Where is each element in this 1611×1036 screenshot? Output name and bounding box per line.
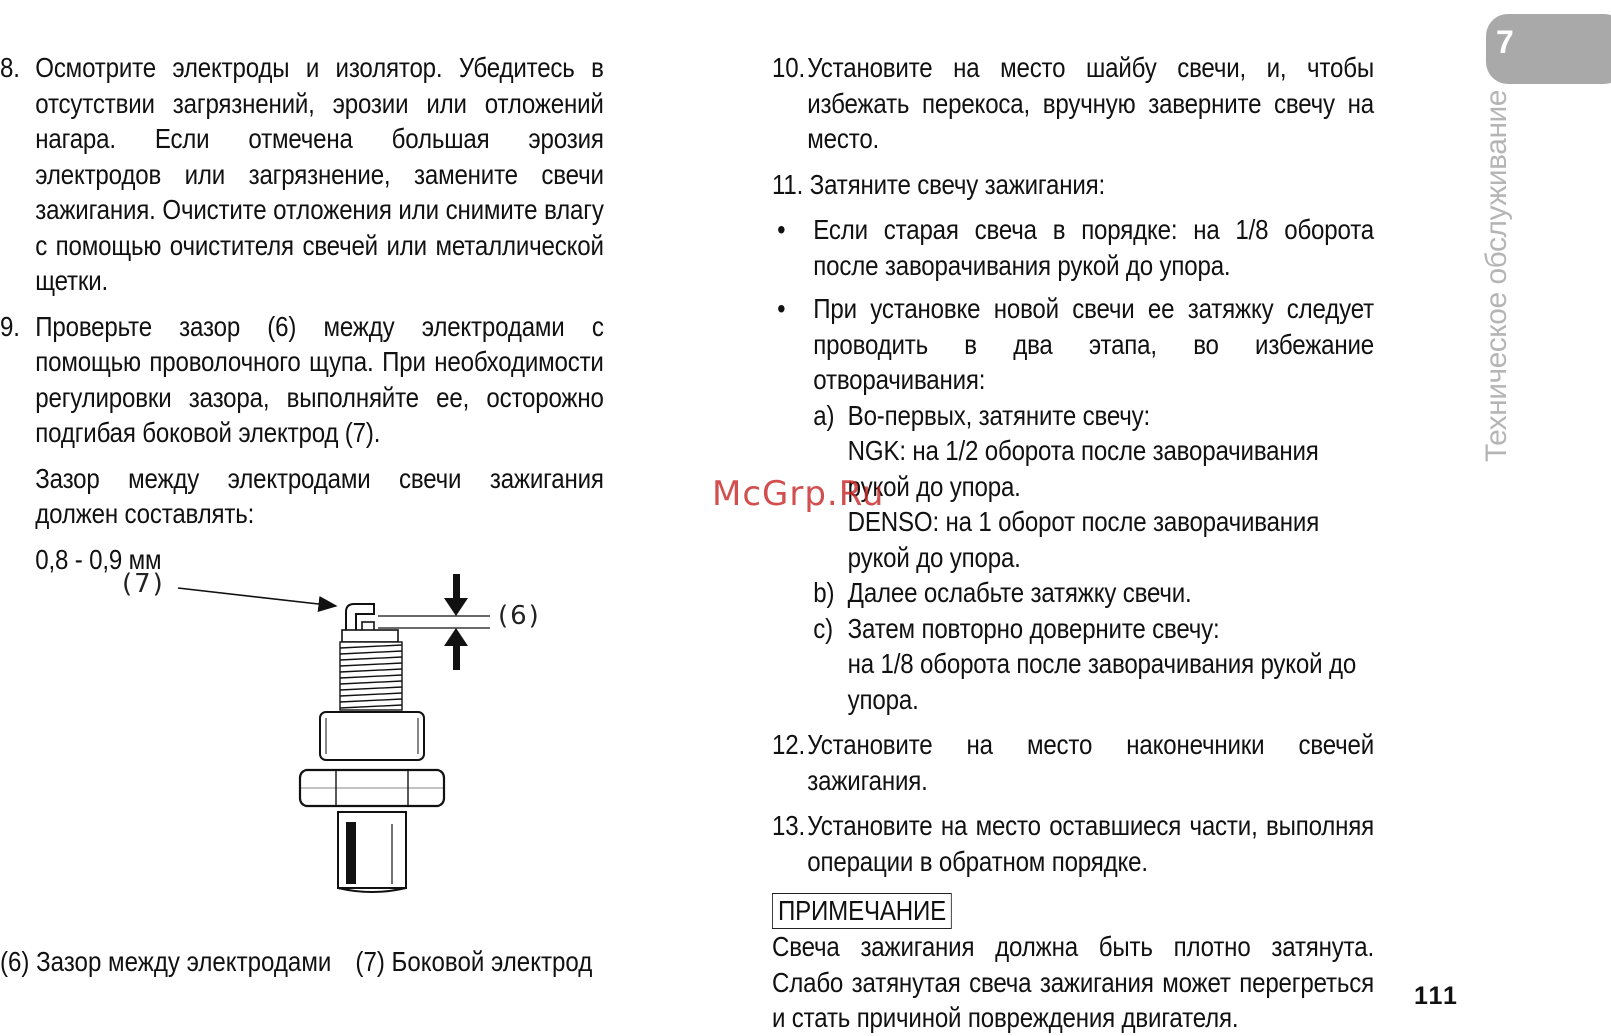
bullet-old-plug-text: Если старая свеча в порядке: на 1/8 оборота после заворачивания рукой до упора. bbox=[813, 214, 1374, 281]
substep-a-ngk: NGK: на 1/2 оборота после заворачивания рукой до упора. bbox=[847, 435, 1319, 502]
step-9-text: Проверьте зазор (6) между электродами с помощью проволочного щупа. При необходимости регулировки зазора, выполняйте ее, осторожно подгибая боковой электрод (7). bbox=[35, 310, 604, 448]
step-8-number: 8. bbox=[0, 52, 20, 83]
step-11-number: 11. bbox=[772, 168, 804, 200]
caption-gap: (6) Зазор между электродами bbox=[0, 946, 332, 977]
bullet-dot: • bbox=[777, 293, 786, 324]
substep-a-line1: Во-первых, затяните свечу: bbox=[847, 399, 1151, 431]
substep-b bbox=[772, 575, 1374, 611]
step-11 bbox=[772, 167, 1374, 203]
gap-requirement: Зазор между электродами свечи зажигания должен составлять: bbox=[35, 462, 604, 529]
step-12-text: Установите на место наконечники свечей зажигания. bbox=[807, 729, 1374, 796]
note bbox=[772, 893, 1374, 1036]
step-11-text: Затяните свечу зажигания: bbox=[809, 168, 1106, 200]
substep-a-denso: DENSO: на 1 оборот после заворачивания рукой до упора. bbox=[847, 506, 1320, 573]
section-label: Техническое обслуживание bbox=[1480, 90, 1513, 462]
substep-a-letter: a) bbox=[813, 399, 835, 431]
step-8-text: Осмотрите электроды и изолятор. Убедитесь в отсутствии загрязнений, эрозии или отложений нагара. Если отмечена большая эрозия электродов или загрязнение, замените свечи зажигания. Очистите отложения или снимите влагу с помощью очистителя свечей или металлической щетки. bbox=[35, 52, 604, 296]
substep-c bbox=[772, 611, 1374, 718]
note-text: Свеча зажигания должна быть плотно затянута. Слабо затянутая свеча зажигания может перегреться и стать причиной повреждения двигателя. bbox=[772, 931, 1374, 1033]
step-12-number: 12. bbox=[772, 729, 805, 760]
watermark: McGrp.Ru bbox=[712, 474, 885, 514]
step-13 bbox=[772, 808, 1374, 879]
threads bbox=[340, 642, 402, 710]
label-7: (7) bbox=[122, 572, 165, 599]
substep-c-line2: на 1/8 оборота после заворачивания рукой до упора. bbox=[847, 648, 1357, 715]
step-13-text: Установите на место оставшиеся части, выполняя операции в обратном порядке. bbox=[807, 810, 1374, 877]
left-column bbox=[0, 50, 702, 587]
page-number: 111 bbox=[1414, 982, 1459, 1010]
step-13-number: 13. bbox=[772, 810, 805, 841]
step-9 bbox=[0, 309, 604, 451]
substep-c-letter: c) bbox=[813, 612, 834, 644]
gap-arrow-down-icon bbox=[444, 598, 468, 616]
bullet-dot: • bbox=[777, 214, 786, 245]
spark-plug-figure bbox=[100, 572, 580, 922]
gap-value: 0,8 - 0,9 мм bbox=[35, 543, 162, 575]
substep-b-line1: Далее ослабьте затяжку свечи. bbox=[847, 577, 1192, 608]
substep-b-letter: b) bbox=[813, 577, 835, 608]
figure-caption bbox=[0, 946, 604, 978]
side-electrode-leader bbox=[178, 588, 336, 606]
gap-arrow-up-icon bbox=[444, 628, 468, 646]
substep-c-line1: Затем повторно доверните свечу: bbox=[847, 612, 1220, 644]
step-9-number: 9. bbox=[0, 310, 20, 342]
spark-plug-diagram bbox=[100, 572, 580, 922]
step-8 bbox=[0, 50, 604, 299]
step-10 bbox=[772, 50, 1374, 157]
step-12 bbox=[772, 727, 1374, 798]
chapter-number: 7 bbox=[1496, 24, 1514, 60]
bullet-old-plug bbox=[772, 212, 1374, 283]
label-6: (6) bbox=[498, 601, 541, 631]
bullet-new-plug bbox=[772, 291, 1374, 398]
step-10-number: 10. bbox=[772, 52, 805, 83]
caption-side-electrode: (7) Боковой электрод bbox=[355, 946, 593, 977]
step-10-text: Установите на место шайбу свечи, и, чтобы избежать перекоса, вручную заверните свечу на место. bbox=[807, 52, 1374, 154]
bullet-new-plug-text: При установке новой свечи ее затяжку следует проводить в два этапа, во избежание отворачивания: bbox=[813, 293, 1374, 395]
note-label: ПРИМЕЧАНИЕ bbox=[772, 893, 952, 929]
right-column bbox=[772, 50, 1472, 1036]
